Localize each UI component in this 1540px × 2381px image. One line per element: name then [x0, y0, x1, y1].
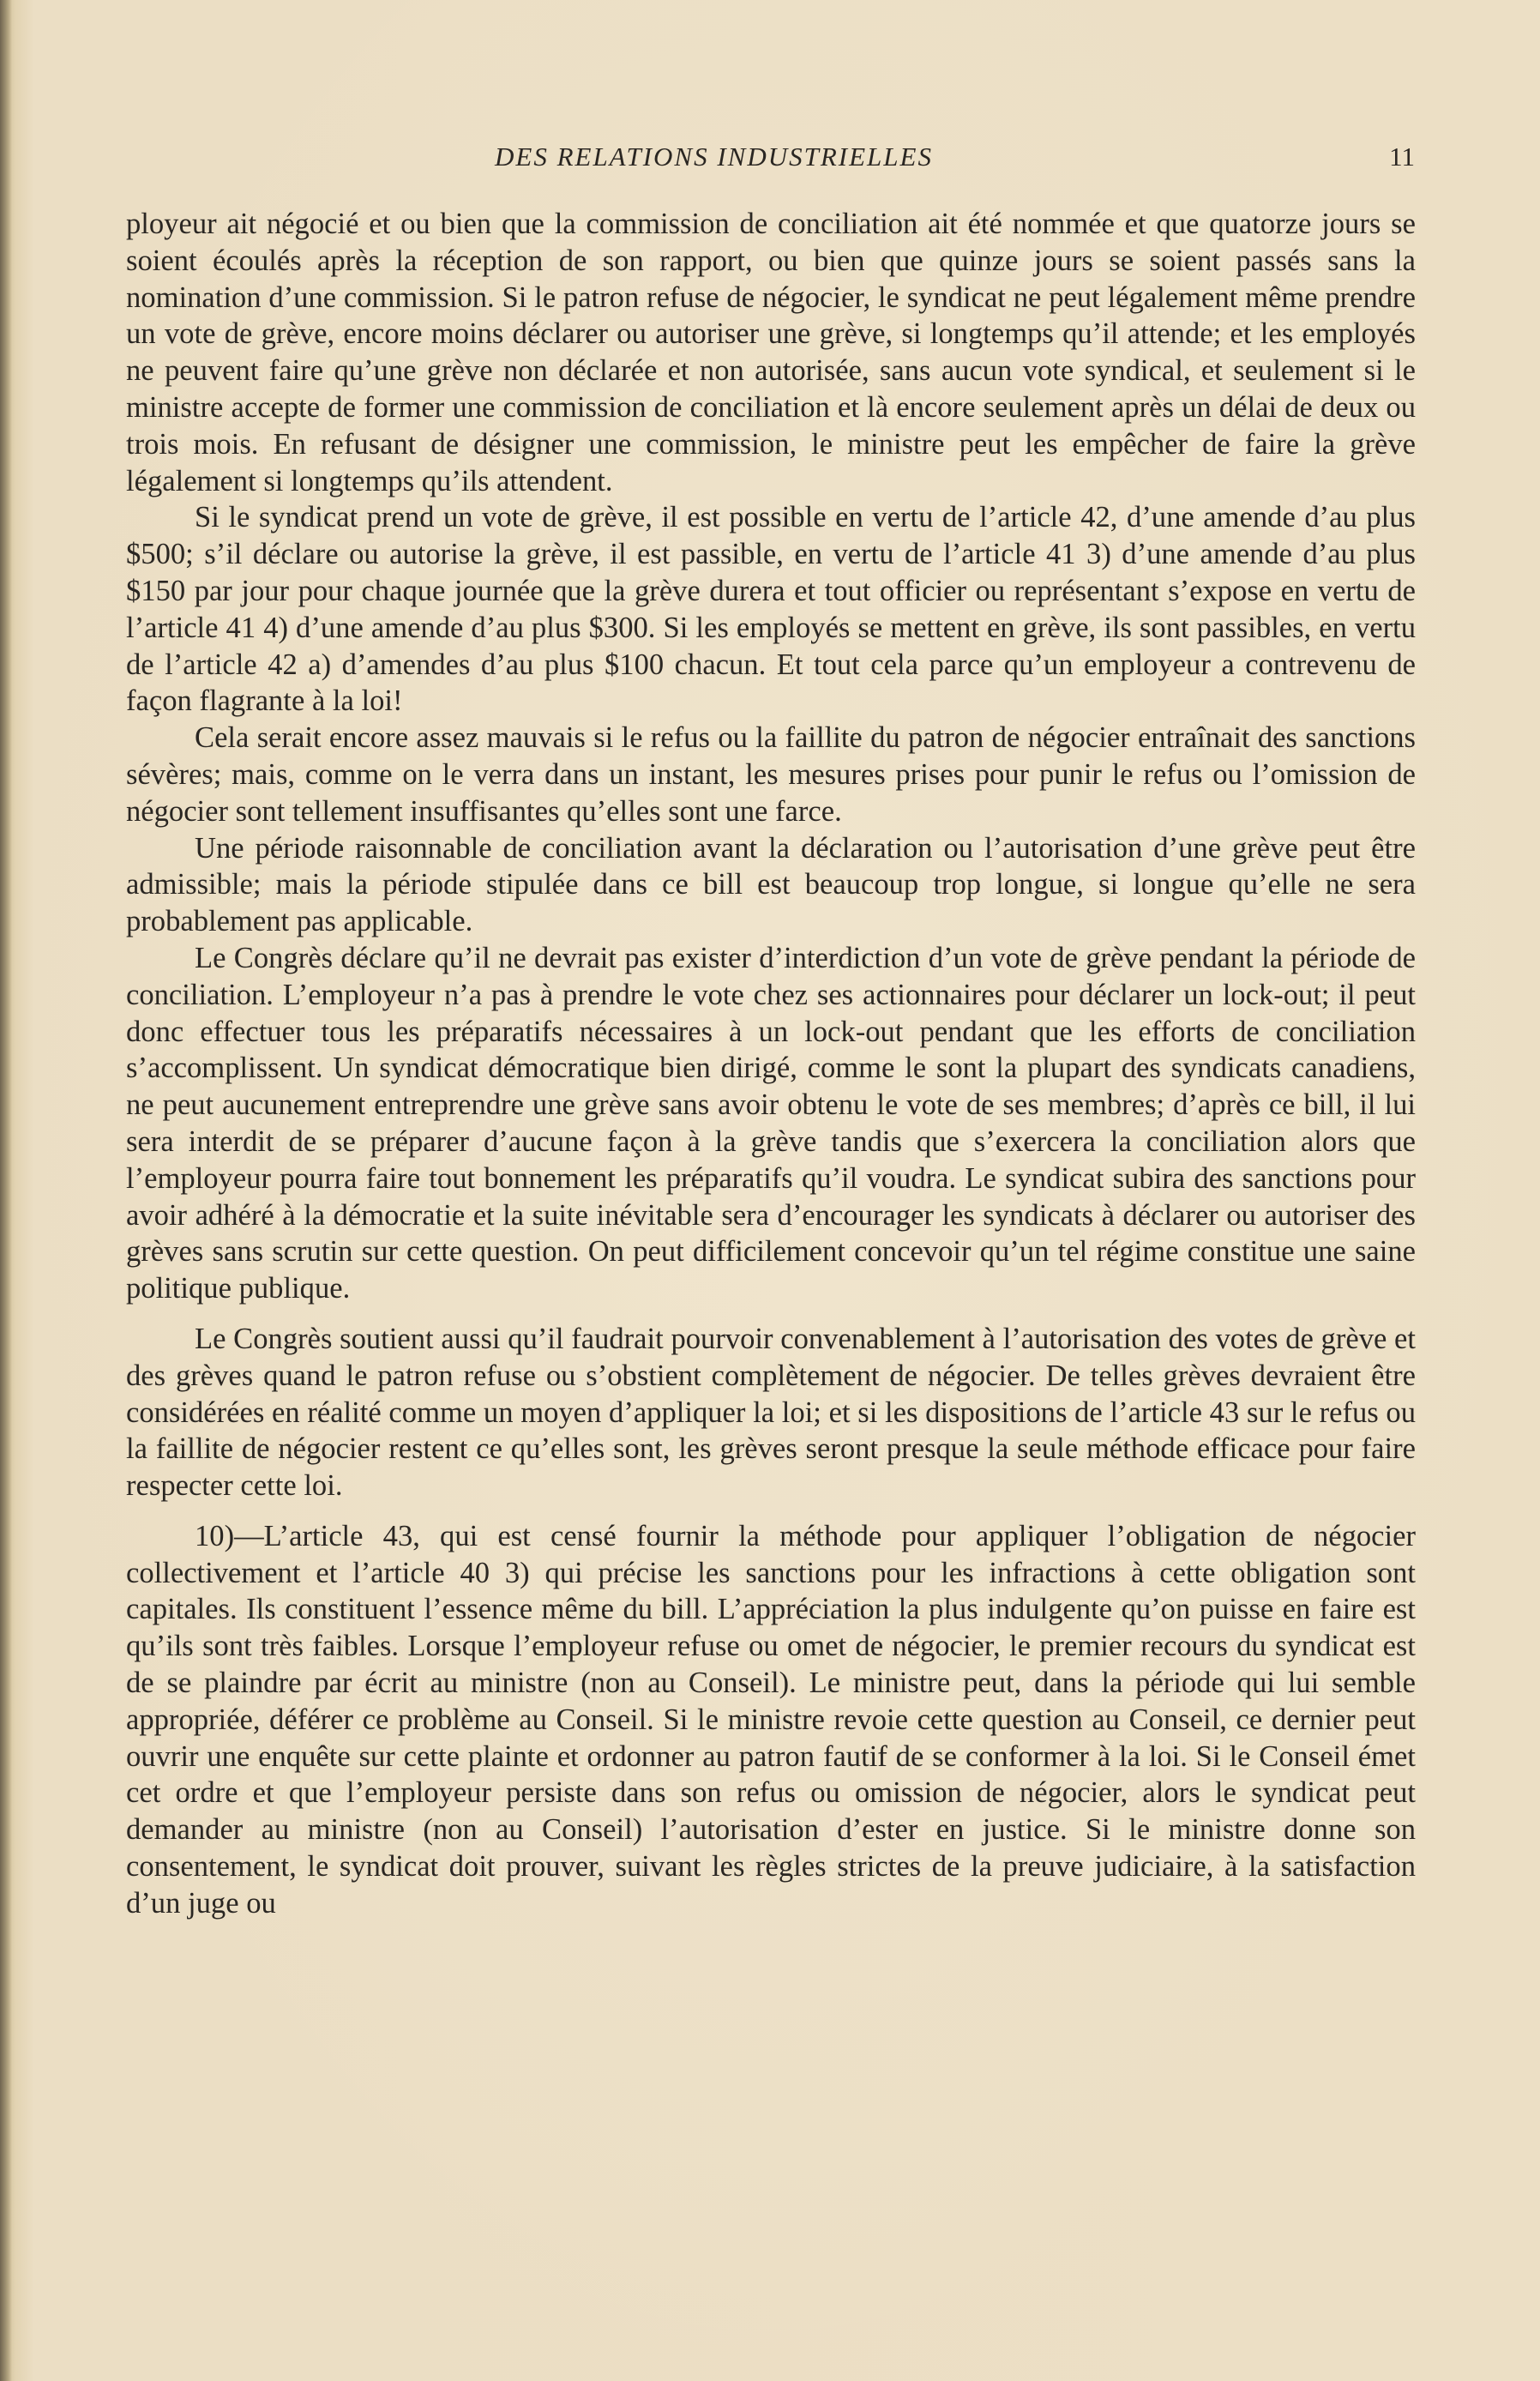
running-title: DES RELATIONS INDUSTRIELLES	[495, 142, 933, 172]
paragraph: Une période raisonnable de conciliation avant la déclaration ou l’autorisation d’une grève peut être admissible; mais la période stipulée dans ce bill est beaucoup trop longue, si longue qu’elle ne sera probablement pas applicable.	[126, 831, 1416, 938]
page-number: 11	[1389, 142, 1415, 172]
page-spine-shadow	[0, 0, 12, 2381]
paragraph: Si le syndicat prend un vote de grève, il est possible en vertu de l’article 42, d’une amende d’au plus $500; s’il déclare ou autorise la grève, il est passible, en vertu de l’article 41 3) d’une amende d’au plus $150 par jour pour chaque journée que la grève durera et tout officier ou représentant s’expose en vertu de l’article 41 4) d’une amende d’au plus $300. Si les employés se mettent en grève, ils sont passibles, en vertu de l’article 42 a) d’amendes d’au plus $100 chacun. Et tout cela parce qu’un employeur a contrevenu de façon flagrante à la loi!	[126, 501, 1416, 718]
paragraph: 10)—L’article 43, qui est censé fournir la méthode pour appliquer l’obligation de négocier collectivement et l’article 40 3) qui précise les sanctions pour les infractions à cette obligation sont capitales. Ils constituent l’essence même du bill. L’appréciation la plus indulgente qu’on puisse en faire est qu’ils sont très faibles. Lorsque l’employeur refuse ou omet de négocier, le premier recours du syndicat est de se plaindre par écrit au ministre (non au Conseil). Le ministre peut, dans la période qui lui semble appropriée, déférer ce problème au Conseil. Si le ministre revoie cette question au Conseil, ce dernier peut ouvrir une enquête sur cette plainte et ordonner au patron fautif de se conformer à la loi. Si le Conseil émet cet ordre et que l’employeur persiste dans son refus ou omission de négocier, alors le syndicat peut demander au ministre (non au Conseil) l’autorisation d’ester en justice. Si le ministre donne son consentement, le syndicat doit prouver, suivant les règles strictes de la preuve judiciaire, à la satisfaction d’un juge ou	[126, 1519, 1416, 1920]
paragraph: ployeur ait négocié et ou bien que la commission de conciliation ait été nommée et que quatorze jours se soient écoulés après la réception de son rapport, ou bien que quinze jours se soient passés sans la nomination d’une commission. Si le patron refuse de négocier, le syndicat ne peut légalement même prendre un vote de grève, encore moins déclarer ou autoriser une grève, si longtemps qu’il attende; et les employés ne peuvent faire qu’une grève non déclarée et non autorisée, sans aucun vote syndical, et seulement si le ministre accepte de former une commission de conciliation et là encore seulement après un délai de deux ou trois mois. En refusant de désigner une commission, le ministre peut les empêcher de faire la grève légalement si longtemps qu’ils attendent.	[126, 208, 1416, 497]
body-text	[126, 206, 1416, 1922]
paragraph: Le Congrès soutient aussi qu’il faudrait pourvoir convenablement à l’autorisation des votes de grève et des grèves quand le patron refuse ou s’obstient complètement de négocier. De telles grèves devraient être considérées en réalité comme un moyen d’appliquer la loi; et si les dispositions de l’article 43 sur le refus ou la faillite de négocier restent ce qu’elles sont, les grèves seront presque la seule méthode efficace pour faire respecter cette loi.	[126, 1322, 1416, 1503]
paragraph: Cela serait encore assez mauvais si le refus ou la faillite du patron de négocier entraînait des sanctions sévères; mais, comme on le verra dans un instant, les mesures prises pour punir le refus ou l’omission de négocier sont tellement insuffisantes qu’elles sont une farce.	[126, 721, 1416, 828]
running-header	[129, 136, 1415, 178]
paragraph: Le Congrès déclare qu’il ne devrait pas exister d’interdiction d’un vote de grève pendant la période de conciliation. L’employeur n’a pas à prendre le vote chez ses actionnaires pour déclarer un lock-out; il peut donc effectuer tous les préparatifs nécessaires à un lock-out pendant que les efforts de conciliation s’accomplissent. Un syndicat démocratique bien dirigé, comme le sont la plupart des syndicats canadiens, ne peut aucunement entreprendre une grève sans avoir obtenu le vote de ses membres; d’après ce bill, il lui sera interdit de se préparer d’aucune façon à la grève tandis que s’exercera la conciliation alors que l’employeur pourra faire tout bonnement les préparatifs qu’il voudra. Le syndicat subira des sanctions pour avoir adhéré à la démocratie et la suite inévitable sera d’encourager les syndicats à déclarer ou autoriser des grèves sans scrutin sur cette question. On peut difficilement concevoir qu’un tel régime constitue une saine politique publique.	[126, 941, 1416, 1305]
